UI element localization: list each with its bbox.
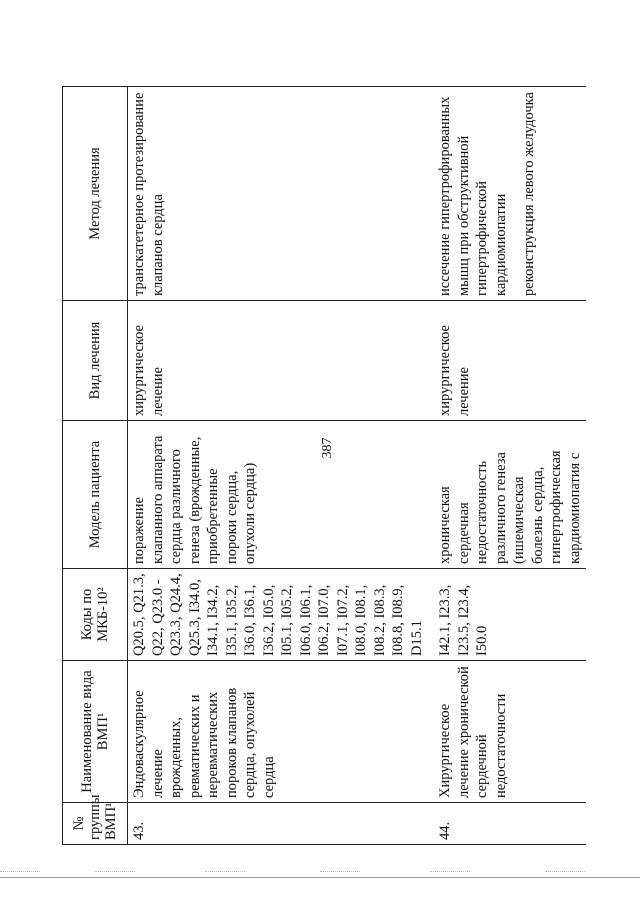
cell-patient-model: поражение клапанного аппарата сердца различного генеза (врожденные, приобретенные пороки сердца, опухоли сердца): [128, 421, 429, 569]
vmp-table: [62, 86, 586, 845]
header-group-number: № группы ВМП¹: [63, 803, 128, 845]
table-header-row: [63, 87, 128, 845]
cell-group-number: 43.: [128, 803, 429, 845]
cell-treatment-kind: хирургическое лечение: [428, 301, 586, 421]
method-item: иссечение гипертрофированных мышц при обструктивной гипертрофической кардиомиопатии: [437, 96, 509, 296]
cell-patient-model: хроническая сердечная недостаточность различного генеза (ишемическая болезнь сердца, гипертрофическая кардиомиопатия с: [428, 421, 586, 569]
cell-treatment-method: [428, 87, 586, 301]
table-row: [128, 87, 429, 845]
scan-artifact: [95, 871, 135, 874]
cell-group-number: 44.: [428, 803, 586, 845]
cell-treatment-kind: хирургическое лечение: [128, 301, 429, 421]
cell-treatment-method: [128, 87, 429, 301]
scan-artifact: [0, 871, 40, 874]
scan-artifact: [430, 871, 470, 874]
scan-artifact: [205, 871, 245, 874]
header-treatment-method: Метод лечения: [63, 87, 128, 301]
header-treatment-kind: Вид лечения: [63, 301, 128, 421]
header-patient-model: Модель пациента: [63, 421, 128, 569]
page-number: 387: [320, 437, 335, 459]
scan-artifact: [545, 871, 585, 874]
cell-icd-codes: Q20.5, Q21.3, Q22, Q23.0 - Q23.3, Q24.4, Q25.3, I34.0, I34.1, I34.2, I35.1, I35.2, I36.0, I36.1, I36.2, I05.0, I05.1, I05.2, I06.0, I06.1, I06.2, I07.0, I07.1, I07.2, I08.0, I08.1, I08.2, I08.3, I08.8, I08.9, D15.1: [128, 569, 429, 661]
method-item: реконструкция левого желудочка: [521, 92, 537, 296]
table-row: [428, 87, 586, 845]
cell-vmp-name: Эндоваскулярное лечение врожденных, ревматических и неревматических пороков клапанов сердца, опухолей сердца: [128, 661, 429, 803]
cell-vmp-name: Хирургическое лечение хронической сердечной недостаточности: [428, 661, 586, 803]
cell-icd-codes: I42.1, I23.3, I23.5, I23.4, I50.0: [428, 569, 586, 661]
scan-artifact: [320, 871, 360, 874]
method-item: транскатетерное протезирование клапанов сердца: [131, 92, 166, 296]
header-icd-codes: Коды по МКБ-10²: [63, 569, 128, 661]
header-vmp-name: Наименование вида ВМП¹: [63, 661, 128, 803]
footer-rule: [0, 877, 640, 878]
